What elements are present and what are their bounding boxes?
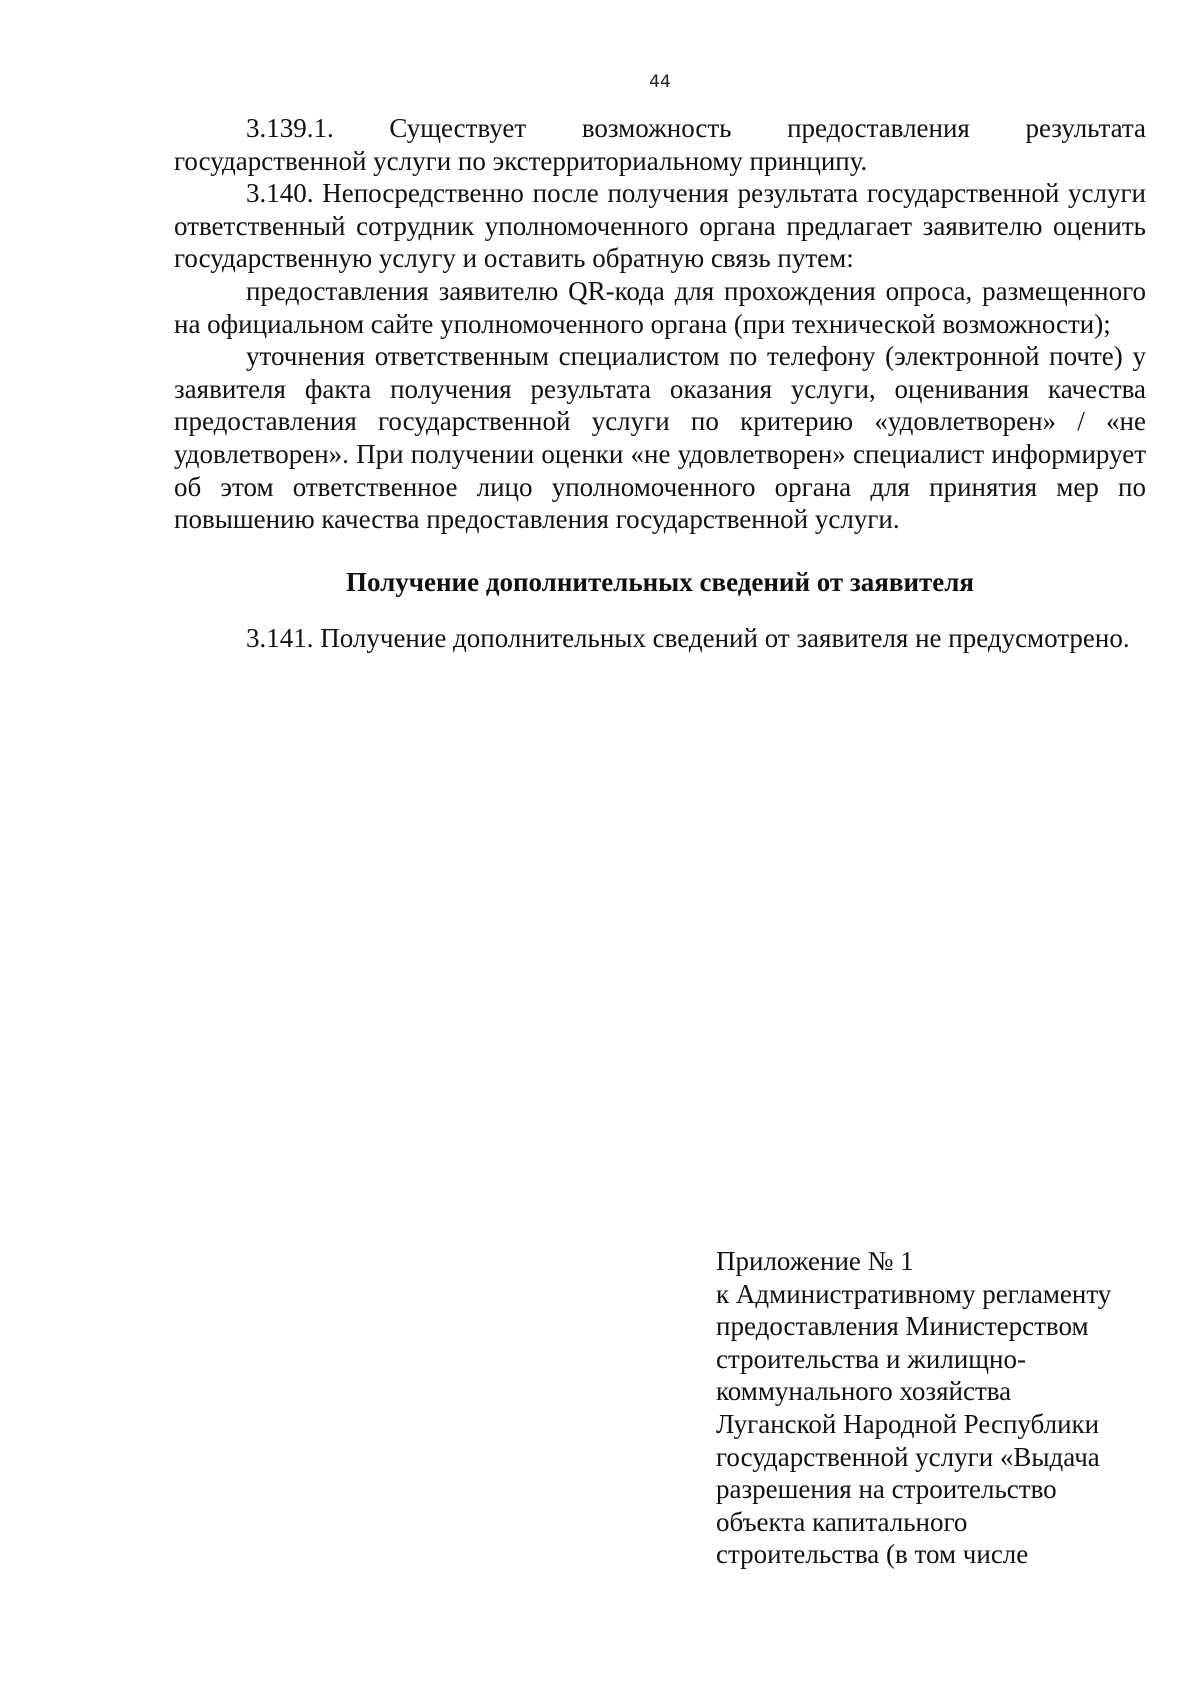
appendix-line: строительства (в том числе <box>716 1539 1029 1570</box>
appendix-line: государственной услуги «Выдача <box>716 1441 1100 1472</box>
paragraph-qr-code: предоставления заявителю QR-кода для прохождения опроса, размещенного на официальном сайте уполномоченного органа (при технической возможности); <box>174 275 1146 339</box>
appendix-block <box>716 1245 1156 1571</box>
appendix-line: Луганской Народной Республики <box>716 1408 1100 1439</box>
page-number: 44 <box>649 72 671 92</box>
appendix-line: Приложение № 1 <box>716 1246 914 1276</box>
paragraph-3-140: 3.140. Непосредственно после получения результата государственной услуги ответственный сотрудник уполномоченного органа предлагает заявителю оценить государственную услугу и оставить обратную связь путем: <box>174 178 1146 274</box>
paragraph-phone-clarification: уточнения ответственным специалистом по телефону (электронной почте) у заявителя факта получения результата оказания услуги, оценивания качества предоставления государственной услуги по критерию «удовлетворен» / «не удовлетворен». При получении оценки «не удовлетворен» специалист информирует об этом ответственное лицо уполномоченного органа для принятия мер по повышению качества предоставления государственной услуги. <box>174 341 1146 535</box>
paragraph-3-141: 3.141. Получение дополнительных сведений от заявителя не предусмотрено. <box>246 622 1130 653</box>
appendix-line: к Административному регламенту <box>716 1278 1112 1309</box>
paragraph-3-139-1: 3.139.1. Существует возможность предоставления результата государственной услуги по экстерриториальному принципу. <box>174 113 1146 176</box>
appendix-line: разрешения на строительство <box>716 1474 1057 1505</box>
appendix-line: объекта капитального <box>716 1506 968 1537</box>
appendix-line: предоставления Министерством <box>716 1311 1089 1342</box>
section-heading: Получение дополнительных сведений от заявителя <box>345 566 975 597</box>
appendix-line: строительства и жилищно- <box>716 1343 1026 1374</box>
appendix-line: коммунального хозяйства <box>716 1376 1012 1407</box>
document-body <box>174 112 1146 654</box>
